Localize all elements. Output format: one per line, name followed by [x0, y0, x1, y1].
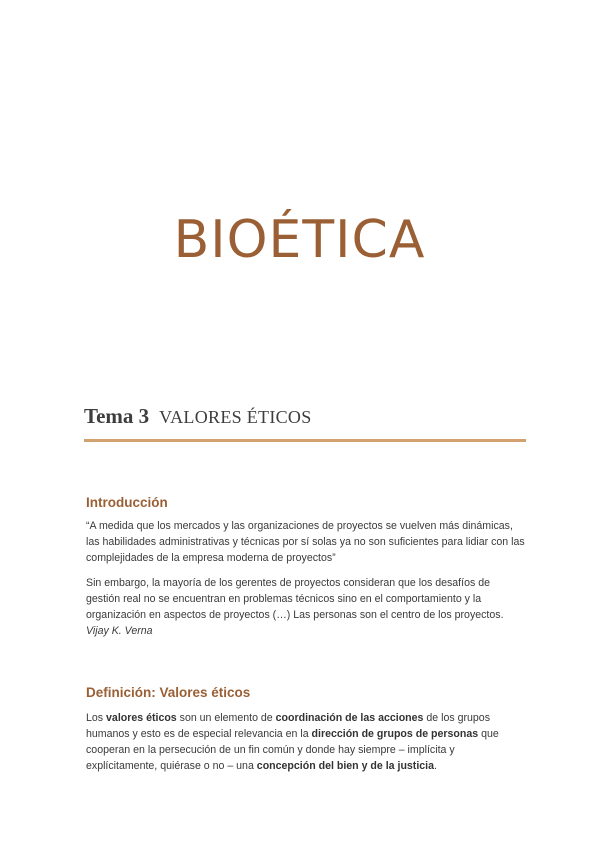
definition-text: son un elemento de	[176, 712, 276, 724]
chapter-name: VALORES ÉTICOS	[159, 407, 312, 427]
definition-emphasis: coordinación de las acciones	[275, 712, 424, 724]
intro-body	[86, 575, 526, 639]
quote-author: Vijay K. Verna	[86, 625, 153, 637]
intro-body-text: Sin embargo, la mayoría de los gerentes de proyectos consideran que los desafíos de gestión real no se encuentran en problemas técnicos sino en el comportamiento y la organización en aspectos de proyectos (…) Las personas son el centro de los proyectos.	[86, 577, 504, 621]
definition-text: .	[434, 760, 437, 772]
document-title: BIOÉTICA	[173, 210, 426, 270]
chapter-heading	[84, 404, 312, 429]
chapter-number: Tema 3	[84, 404, 150, 428]
definition-emphasis: dirección de grupos de personas	[311, 728, 479, 740]
heading-divider	[84, 439, 526, 442]
definition-text: Los	[86, 712, 107, 724]
intro-heading: Introducción	[86, 495, 168, 510]
definition-body	[86, 710, 526, 774]
definition-text: que cooperan en la persecución de un fin común y donde hay siempre – implícita y explícitamente, quiérase o no – una	[86, 728, 499, 772]
definition-emphasis: concepción del bien y de la justicia	[256, 760, 434, 772]
intro-quote: “A medida que los mercados y las organizaciones de proyectos se vuelven más dinámicas, las habilidades administrativas y técnicas por sí solas ya no son suficientes para lidiar con las complejidades de la empresa moderna de proyectos”	[86, 520, 525, 564]
definition-text: de los grupos humanos y esto es de especial relevancia en la	[86, 712, 490, 740]
definition-heading: Definición: Valores éticos	[86, 685, 251, 700]
definition-emphasis: valores éticos	[106, 712, 177, 724]
